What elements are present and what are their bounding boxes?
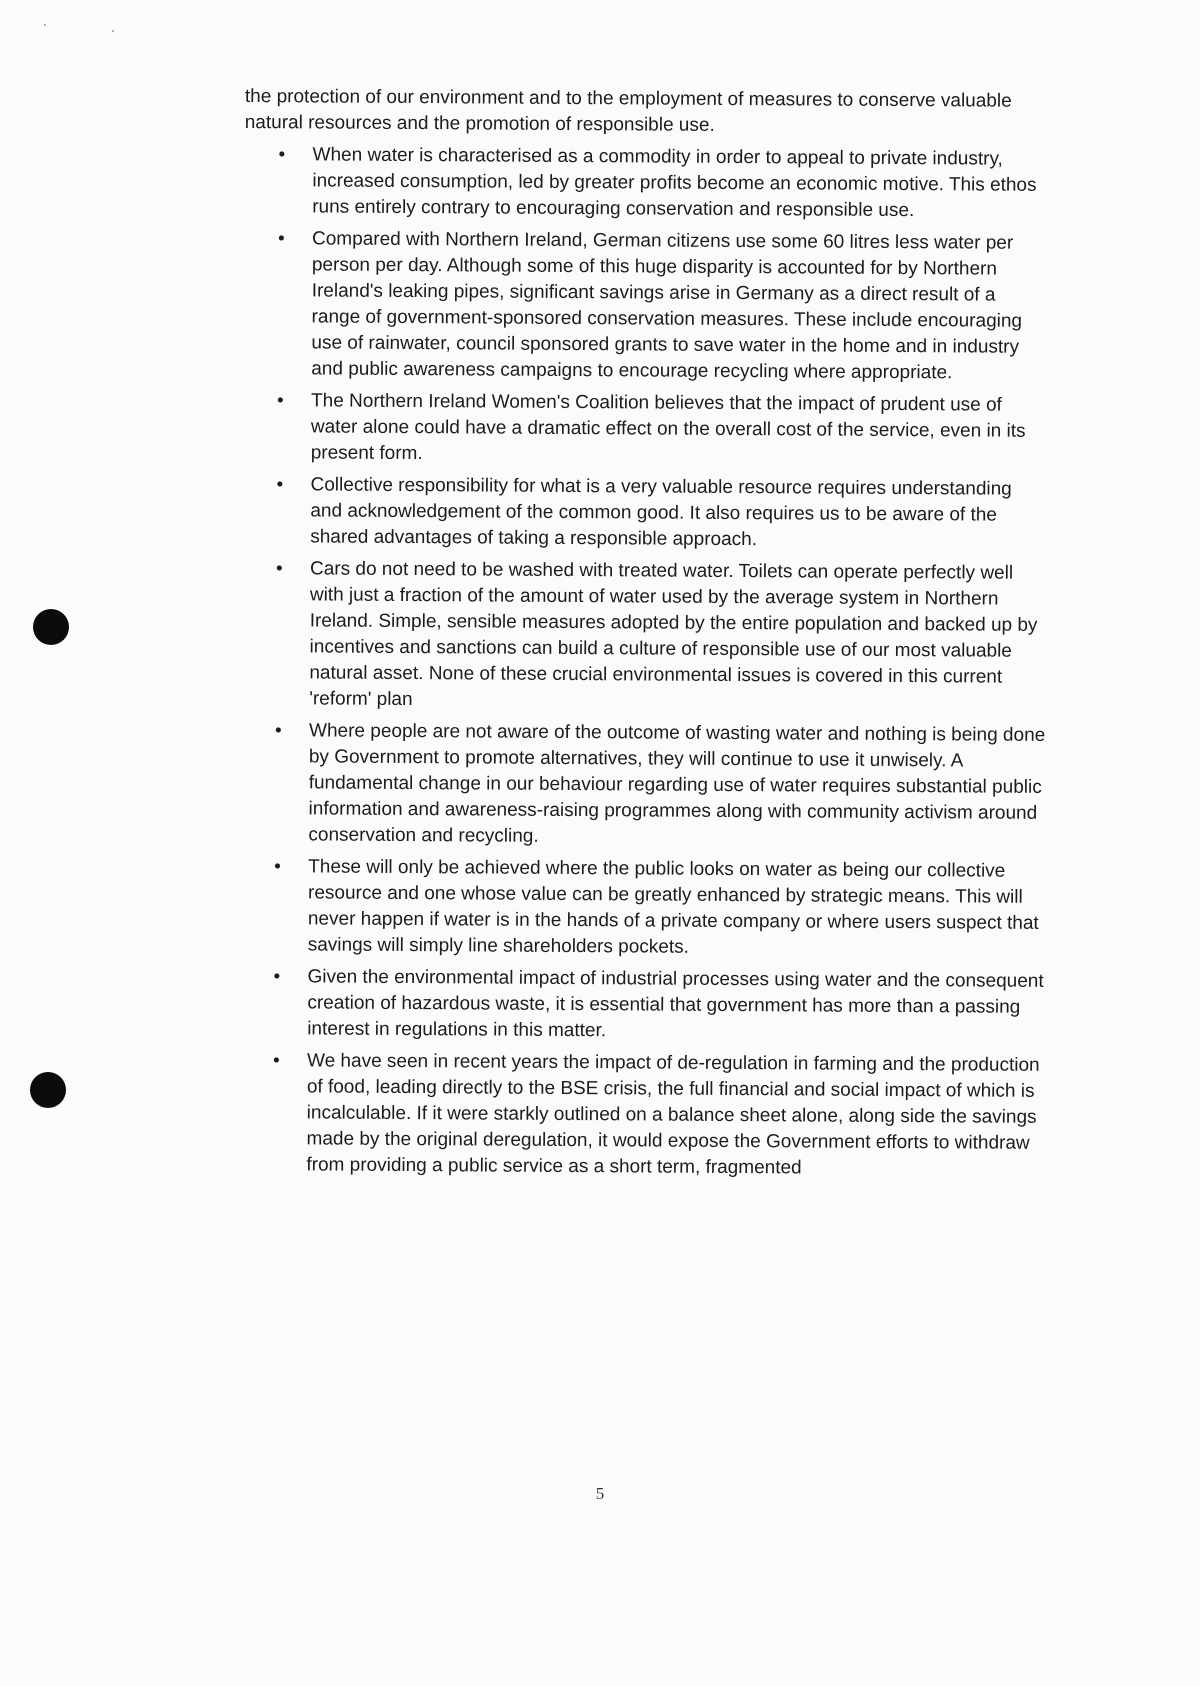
list-item: [242, 472, 1047, 555]
list-item: [238, 1048, 1044, 1183]
bullet-icon: •: [274, 856, 281, 878]
list-item-text: Where people are not aware of the outcome of wasting water and nothing is being done by Government to promote alternatives, they will continue to use it unwisely. A fundamental change in our behaviour regarding use of water requires substantial public information and awareness-raising programmes along with community activism around conservation and recycling.: [308, 720, 1046, 847]
list-item: [240, 718, 1046, 853]
list-item: [243, 388, 1048, 471]
bullet-icon: •: [278, 144, 286, 166]
list-item-text: The Northern Ireland Women's Coalition believes that the impact of prudent use of water alone could have a dramatic effect on the overall cost of the service, even in its present form.: [310, 390, 1026, 465]
bullet-icon: •: [272, 1050, 280, 1072]
bullet-icon: •: [274, 720, 282, 742]
list-item-text: These will only be achieved where the public looks on water as being our collective resource and one whose value can be greatly enhanced by strategic means. This will never happen if water is in the hands of a private company or where users suspect that savings will simply line shareholders pockets.: [307, 856, 1039, 958]
list-item-text: Compared with Northern Ireland, German citizens use some 60 litres less water per person per day. Although some of this huge disparity is accounted for by Northern Ireland's leaking pipes, significant savings arise in Germany as a direct result of a range of government-sponsored conservation measures. These include encouraging use of rainwater, council sponsored grants to save water in the home and in industry and public awareness campaigns to encourage recycling where appropriate.: [311, 228, 1023, 384]
punch-hole: [33, 609, 69, 645]
list-item-text: Given the environmental impact of industrial processes using water and the consequent creation of hazardous waste, it is essential that government has more than a passing interest in regulations in this matter.: [307, 966, 1044, 1042]
bullet-icon: •: [277, 228, 285, 250]
list-item: [240, 854, 1046, 963]
list-item-text: Cars do not need to be washed with treated water. Toilets can operate perfectly well with just a fraction of the amount of water used by the average system in Northern Ireland. Simple, sensible measures adopted by the entire population and backed up by incentives and sanctions can build a culture of responsible use of our most valuable natural asset. None of these crucial environmental issues is covered in this current 'reform' plan: [309, 558, 1038, 711]
page-number: 5: [595, 1484, 605, 1503]
bullet-list: [238, 142, 1049, 1183]
bullet-icon: •: [273, 966, 281, 988]
intro-paragraph: the protection of our environment and to the employment of measures to conserve valuable natural resources and the promotion of responsible use.: [244, 85, 1012, 136]
punch-hole: [30, 1072, 66, 1108]
list-item: [243, 226, 1049, 387]
list-item-text: We have seen in recent years the impact of de-regulation in farming and the production of food, leading directly to the BSE crisis, the full financial and social impact of which is incalculable. If it were starkly outlined on a balance sheet alone, along side the savings made by the original deregulation, it would expose the Government efforts to withdraw from providing a public service as a short term, fragmented: [306, 1050, 1040, 1179]
list-item: [244, 142, 1049, 225]
bullet-icon: •: [276, 474, 284, 496]
bullet-icon: •: [275, 558, 283, 580]
bullet-icon: •: [277, 390, 284, 412]
scan-speck: [44, 24, 46, 26]
list-item-text: When water is characterised as a commodity in order to appeal to private industry, increased consumption, led by greater profits become an economic motive. This ethos runs entirely contrary to encouraging conservation and responsible use.: [312, 144, 1037, 222]
document-body: [238, 84, 1050, 1189]
list-item: [241, 556, 1047, 717]
list-item: [239, 964, 1044, 1047]
scan-speck: [112, 30, 114, 32]
list-item-text: Collective responsibility for what is a very valuable resource requires understanding and acknowledgement of the common good. It also requires us to be aware of the shared advantages of taking a responsible approach.: [310, 474, 1012, 551]
